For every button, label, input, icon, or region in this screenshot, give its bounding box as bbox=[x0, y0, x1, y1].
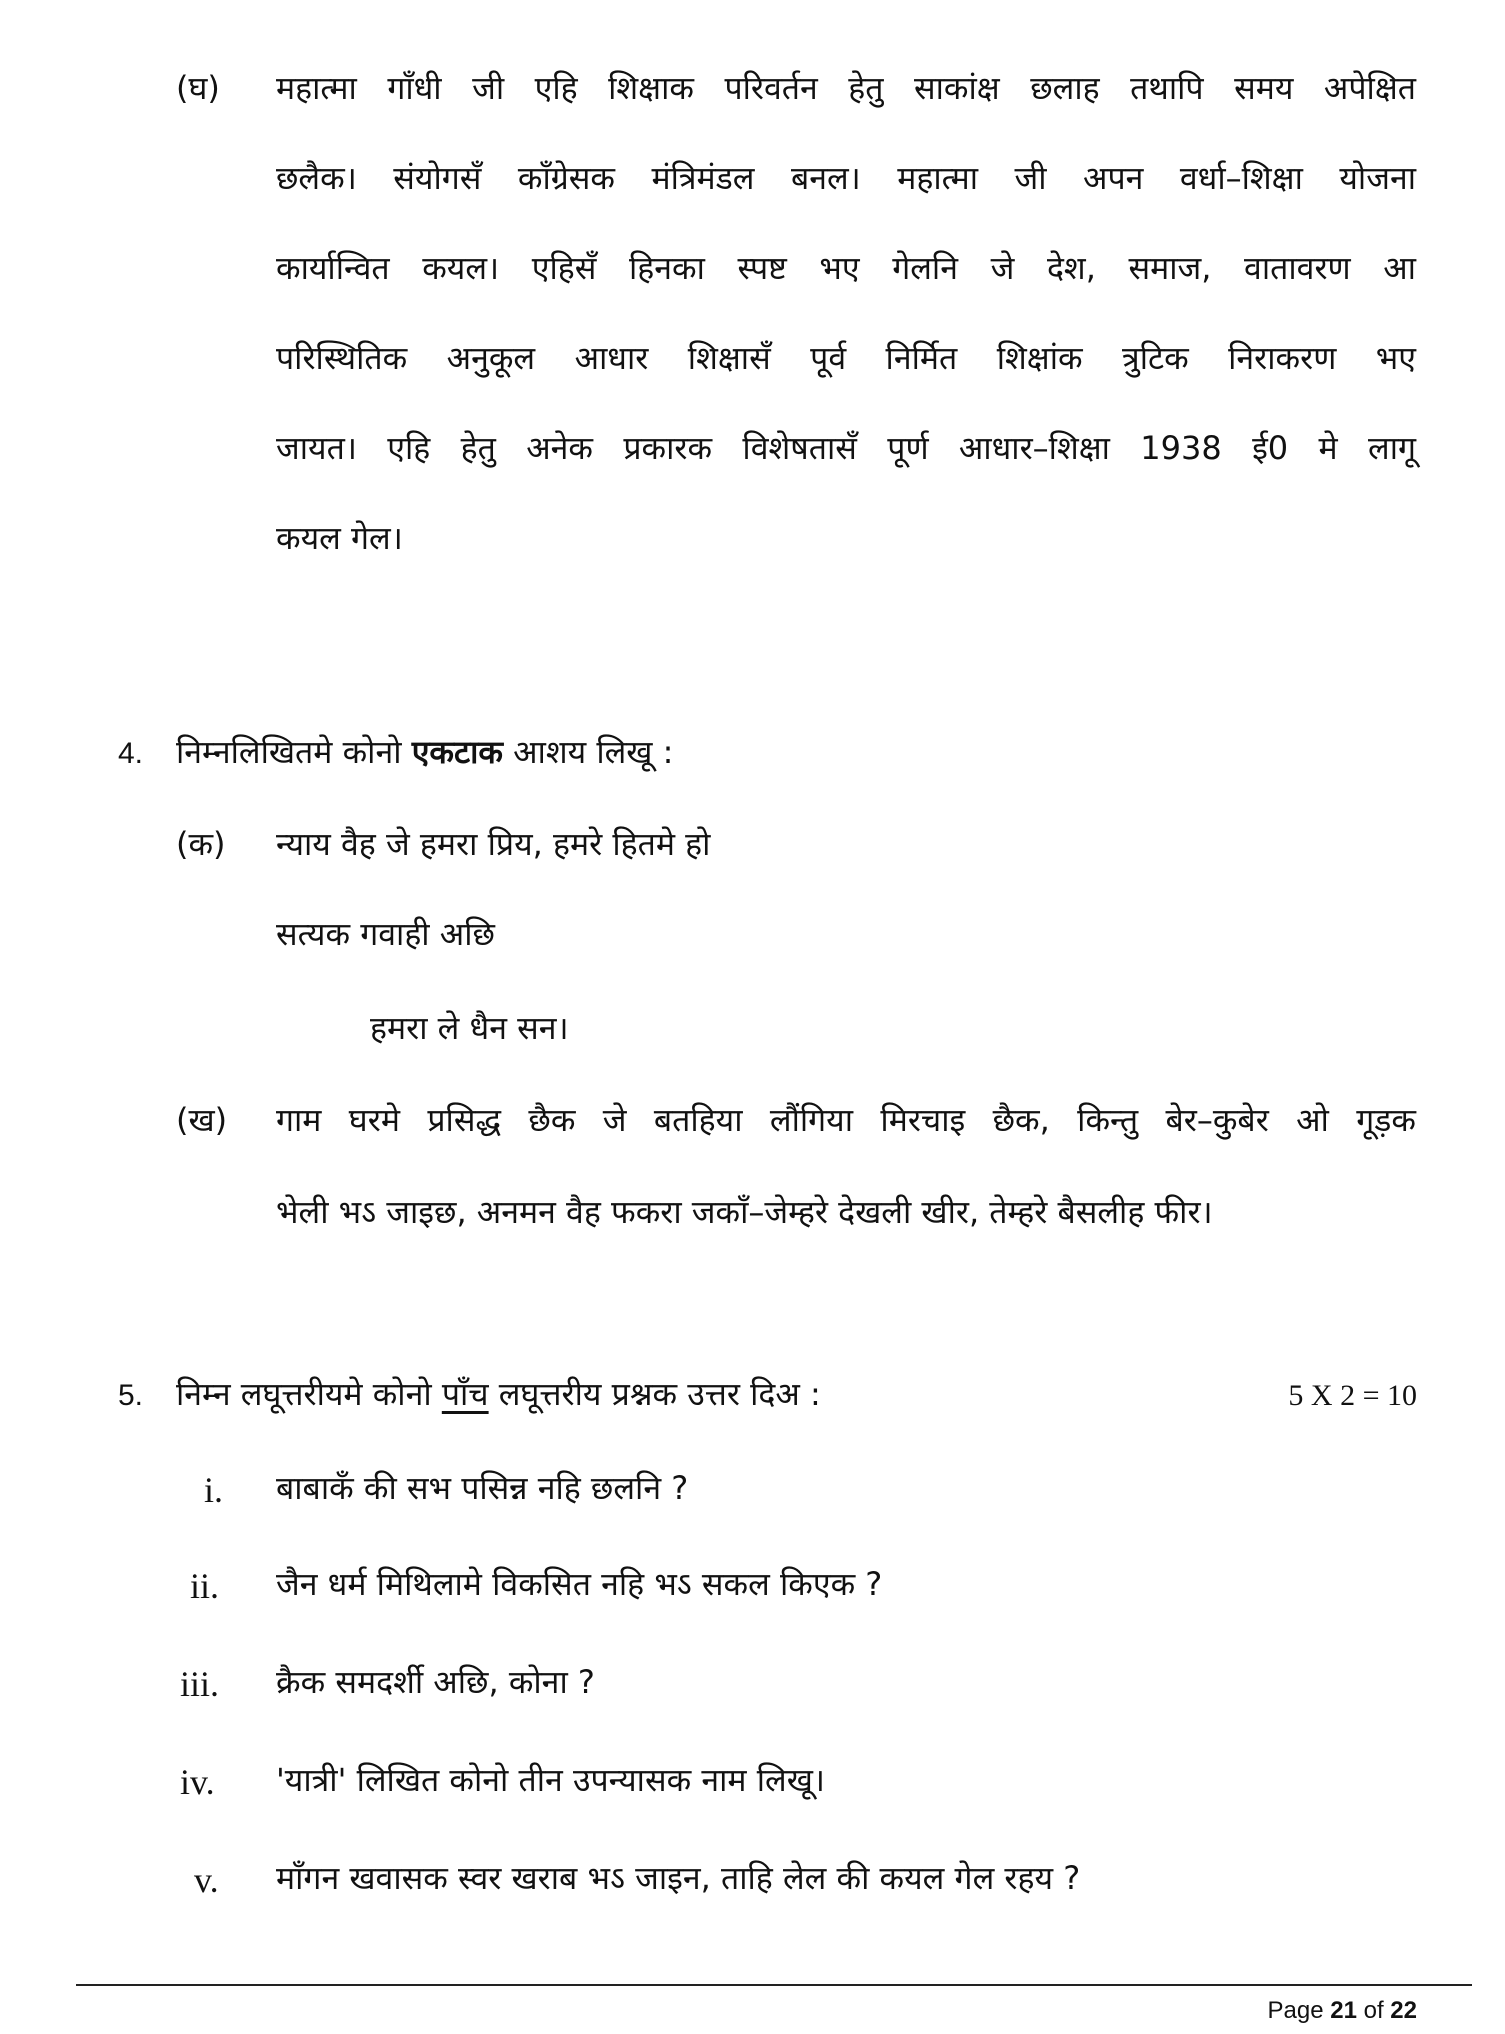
question-5-prompt-before: निम्न लघूत्तरीयमे कोनो bbox=[176, 1375, 442, 1413]
question-5-prompt-underlined: पाँच bbox=[441, 1375, 489, 1413]
page-current: 21 bbox=[1330, 1997, 1357, 2024]
question-5-item-1-numeral: i. bbox=[204, 1470, 224, 1510]
section-gha-label: (घ) bbox=[176, 69, 220, 107]
question-5-item-4-text: 'यात्री' लिखित कोनो तीन उपन्यासक नाम लिखू। bbox=[276, 1761, 825, 1799]
question-4-prompt bbox=[176, 730, 673, 774]
page-word: Page bbox=[1267, 1997, 1324, 2024]
question-4-kha-label: (ख) bbox=[176, 1101, 228, 1139]
page-total: 22 bbox=[1390, 1997, 1417, 2024]
section-gha-line-2: छलैक। संयोगसँ कॉंग्रेसक मंत्रिमंडल बनल। महात्मा जी अपन वर्धा–शिक्षा योजना bbox=[276, 159, 1416, 197]
section-gha-line-5: जायत। एहि हेतु अनेक प्रकारक विशेषतासँ पूर्ण आधार–शिक्षा 1938 ई0 मे लागू bbox=[276, 429, 1416, 467]
question-5-prompt bbox=[176, 1372, 821, 1416]
section-gha-line-6: कयल गेल। bbox=[276, 519, 403, 557]
question-5-item-2-text: जैन धर्म मिथिलामे विकसित नहि भऽ सकल किएक ? bbox=[276, 1565, 883, 1603]
question-4-kha-line-2: भेली भऽ जाइछ, अनमन वैह फकरा जकाँ–जेम्हरे देखली खीर, तेम्हरे बैसलीह फीर। bbox=[276, 1193, 1213, 1231]
section-gha-line-4: परिस्थितिक अनुकूल आधार शिक्षासँ पूर्व निर्मित शिक्षांक त्रुटिक निराकरण भए bbox=[276, 339, 1416, 377]
question-5-prompt-after: लघूत्तरीय प्रश्नक उत्तर दिअ : bbox=[488, 1375, 821, 1413]
question-5-item-5-numeral: v. bbox=[194, 1860, 219, 1900]
question-5-item-3-text: क्रैक समदर्शी अछि, कोना ? bbox=[276, 1663, 595, 1701]
question-5-number: 5. bbox=[118, 1379, 144, 1412]
question-5-item-1-text: बाबाकँ की सभ पसिन्न नहि छलनि ? bbox=[276, 1469, 689, 1507]
question-5-item-3-numeral: iii. bbox=[180, 1664, 220, 1704]
question-5-item-4-numeral: iv. bbox=[180, 1762, 215, 1802]
question-4-prompt-before: निम्नलिखितमे कोनो bbox=[176, 733, 412, 771]
question-4-number: 4. bbox=[118, 737, 144, 770]
question-4-kha-line-1: गाम घरमे प्रसिद्ध छैक जे बतहिया लौंगिया मिरचाइ छैक, किन्तु बेर–कुबेर ओ गूड़क bbox=[276, 1101, 1416, 1139]
question-4-prompt-bold: एकटाक bbox=[411, 733, 503, 771]
section-gha-line-1: महात्मा गाँधी जी एहि शिक्षाक परिवर्तन हेतु साकांक्ष छलाह तथापि समय अपेक्षित bbox=[276, 69, 1416, 107]
question-4-prompt-after: आशय लिखू : bbox=[502, 733, 674, 771]
question-4-ka-line-1: न्याय वैह जे हमरा प्रिय, हमरे हितमे हो bbox=[276, 825, 711, 863]
of-word: of bbox=[1363, 1997, 1384, 2024]
question-5-marks: 5 X 2 = 10 bbox=[1288, 1379, 1417, 1412]
question-4-ka-line-2: सत्यक गवाही अछि bbox=[276, 915, 495, 953]
question-4-ka-line-3: हमरा ले धैन सन। bbox=[370, 1009, 569, 1047]
question-4-ka-label: (क) bbox=[176, 825, 226, 863]
footer-divider bbox=[76, 1984, 1472, 1986]
section-gha-line-3: कार्यान्वित कयल। एहिसँ हिनका स्पष्ट भए गेलनि जे देश, समाज, वातावरण आ bbox=[276, 249, 1416, 287]
page-number bbox=[1268, 1996, 1418, 2026]
question-5-item-5-text: माँगन खवासक स्वर खराब भऽ जाइन, ताहि लेल की कयल गेल रहय ? bbox=[276, 1859, 1081, 1897]
question-5-item-2-numeral: ii. bbox=[190, 1566, 220, 1606]
